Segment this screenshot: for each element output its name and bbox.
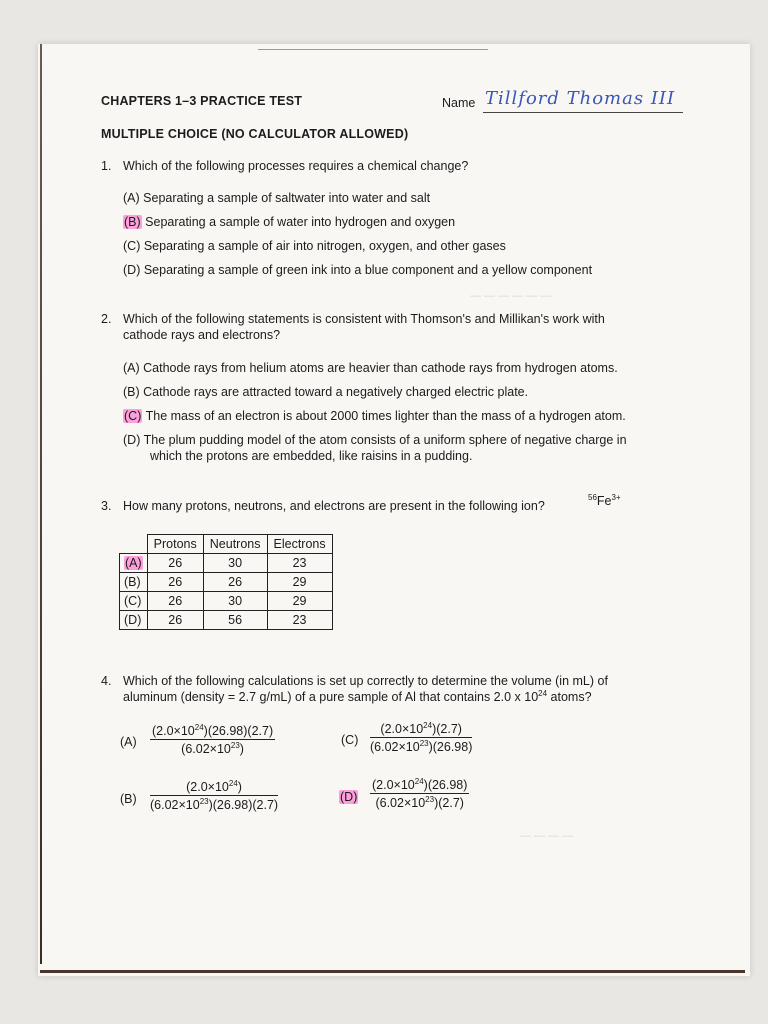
bleed-through: — — — — [520, 830, 574, 842]
q4-choice-b-fraction [150, 780, 278, 812]
option-label-highlighted: (B) [124, 215, 141, 229]
den-part: ) [239, 742, 244, 756]
option-text: The plum pudding model of the atom consists of a uniform sphere of negative charge in [143, 433, 627, 447]
num-part: )(26.98)(2.7) [203, 724, 274, 738]
table-row [120, 611, 333, 630]
option-label-highlighted: (D) [340, 790, 358, 804]
table-cell: 26 [147, 554, 203, 573]
ion-mass-number: 56 [588, 492, 597, 502]
option-label: (A) [123, 361, 140, 375]
numerator [150, 780, 278, 796]
table-cell: 26 [147, 573, 203, 592]
denominator [150, 796, 278, 812]
bleed-through: — — — — — — [470, 290, 552, 302]
table-cell: 29 [267, 592, 332, 611]
row-label: (C) [120, 592, 148, 611]
exponent: 23 [199, 796, 209, 806]
table-header-row [120, 535, 333, 554]
q4-choice-c-fraction [370, 722, 472, 754]
q2-option-a [123, 361, 618, 375]
table-row [120, 592, 333, 611]
den-part: )(2.7) [434, 796, 464, 810]
q3-answer-table [119, 534, 333, 630]
table-cell: 23 [267, 554, 332, 573]
q1-number: 1. [101, 159, 112, 173]
q2-text-line1: Which of the following statements is consistent with Thomson's and Millikan's work with [123, 312, 605, 326]
num-part: (2.0×10 [372, 778, 415, 792]
q4-text-part: atoms? [547, 690, 592, 704]
num-part: (2.0×10 [152, 724, 195, 738]
row-label: (D) [120, 611, 148, 630]
denominator [150, 740, 275, 756]
table-cell: 29 [267, 573, 332, 592]
exponent: 24 [228, 778, 238, 788]
option-text: The mass of an electron is about 2000 times lighter than the mass of a hydrogen atom. [145, 409, 626, 423]
option-label: (D) [123, 263, 141, 277]
option-label: (A) [123, 191, 140, 205]
num-part: )(26.98) [423, 778, 468, 792]
exponent: 24 [538, 688, 548, 698]
num-part: )(2.7) [432, 722, 462, 736]
column-header: Neutrons [203, 535, 267, 554]
row-label-highlighted: (A) [125, 556, 142, 570]
q4-number: 4. [101, 674, 112, 688]
num-part: (2.0×10 [380, 722, 424, 736]
exponent: 24 [194, 722, 204, 732]
option-text: Cathode rays are attracted toward a negatively charged electric plate. [143, 385, 529, 399]
row-label [120, 554, 148, 573]
q2-text-line2: cathode rays and electrons? [123, 328, 281, 342]
den-part: (6.02×10 [181, 742, 231, 756]
ion-symbol: Fe [596, 494, 612, 508]
numerator [370, 778, 469, 794]
den-part: (6.02×10 [375, 796, 426, 810]
q1-option-c [123, 239, 506, 253]
q3-number: 3. [101, 499, 112, 513]
top-rule [258, 49, 488, 50]
exponent: 24 [423, 720, 433, 730]
option-label: (C) [123, 239, 141, 253]
table-cell: 30 [203, 554, 267, 573]
option-label-highlighted: (C) [124, 409, 142, 423]
option-text: Separating a sample of air into nitrogen, oxygen, and other gases [143, 239, 506, 253]
exponent: 23 [230, 740, 240, 750]
column-header: Protons [147, 535, 203, 554]
q1-option-d [123, 263, 592, 277]
q4-choice-d-label [339, 790, 358, 804]
table-row [120, 573, 333, 592]
exponent: 23 [419, 738, 429, 748]
name-label: Name [442, 96, 476, 110]
q2-option-c [123, 409, 626, 423]
den-part: (6.02×10 [370, 740, 420, 754]
ion-charge: 3+ [611, 492, 621, 502]
q2-option-d [123, 433, 627, 447]
q4-choice-c-label: (C) [341, 733, 359, 747]
table-cell: 26 [147, 611, 203, 630]
num-part: (2.0×10 [186, 780, 229, 794]
table-cell: 30 [203, 592, 267, 611]
table-cell: 26 [203, 573, 267, 592]
den-part: )(26.98)(2.7) [208, 798, 279, 812]
q4-choice-d-fraction [370, 778, 469, 810]
denominator [370, 738, 472, 754]
option-label: (D) [123, 433, 141, 447]
option-text: Separating a sample of saltwater into water and salt [143, 191, 431, 205]
q4-text-line2 [123, 690, 592, 704]
q3-text: How many protons, neutrons, and electrons are present in the following ion? [123, 499, 545, 513]
numerator [150, 724, 275, 740]
denominator [370, 794, 469, 810]
q4-choice-a-fraction [150, 724, 275, 756]
exponent: 24 [414, 776, 424, 786]
table-row [120, 554, 333, 573]
bottom-rule [40, 970, 745, 973]
table-cell: 23 [267, 611, 332, 630]
q4-text-part: aluminum (density = 2.7 g/mL) of a pure sample of Al that contains 2.0 x 10 [123, 690, 539, 704]
q1-text: Which of the following processes requires a chemical change? [123, 159, 469, 173]
option-text: Separating a sample of green ink into a blue component and a yellow component [143, 263, 593, 277]
section-heading: MULTIPLE CHOICE (NO CALCULATOR ALLOWED) [101, 127, 409, 141]
page-edge [40, 44, 42, 964]
den-part: )(26.98) [428, 740, 473, 754]
numerator [370, 722, 472, 738]
option-text: Cathode rays from helium atoms are heavier than cathode rays from hydrogen atoms. [143, 361, 618, 375]
q4-choice-b-label: (B) [120, 792, 137, 806]
q1-option-b [123, 215, 455, 229]
name-line [483, 112, 683, 113]
num-part: ) [237, 780, 242, 794]
q4-choice-a-label: (A) [120, 735, 137, 749]
q4-text-line1: Which of the following calculations is set up correctly to determine the volume (in mL) of [123, 674, 608, 688]
option-text: Separating a sample of water into hydrogen and oxygen [145, 215, 456, 229]
table-corner [120, 535, 148, 554]
q2-option-d-line2: which the protons are embedded, like raisins in a pudding. [150, 449, 473, 463]
name-handwritten: Tillford Thomas III [485, 88, 676, 109]
ion-notation [588, 494, 621, 508]
q1-option-a [123, 191, 430, 205]
den-part: (6.02×10 [150, 798, 200, 812]
q2-option-b [123, 385, 528, 399]
test-title: CHAPTERS 1–3 PRACTICE TEST [101, 94, 303, 108]
row-label: (B) [120, 573, 148, 592]
q2-number: 2. [101, 312, 112, 326]
column-header: Electrons [267, 535, 332, 554]
table-cell: 26 [147, 592, 203, 611]
table-cell: 56 [203, 611, 267, 630]
exponent: 23 [425, 794, 435, 804]
option-label: (B) [123, 385, 140, 399]
